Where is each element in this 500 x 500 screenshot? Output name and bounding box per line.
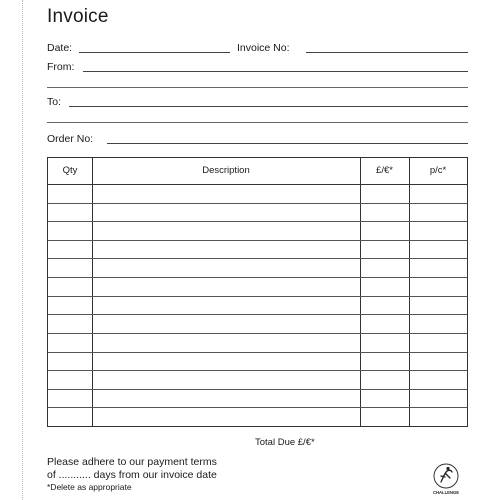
to-field-line-1[interactable] bbox=[69, 106, 468, 107]
table-row[interactable] bbox=[48, 389, 467, 390]
table-row[interactable] bbox=[48, 258, 467, 259]
date-label: Date: bbox=[47, 42, 73, 54]
payment-terms bbox=[47, 456, 217, 481]
column-divider bbox=[360, 158, 361, 426]
to-label: To: bbox=[47, 96, 62, 108]
column-header-qty: Qty bbox=[62, 165, 78, 176]
items-table bbox=[47, 157, 468, 427]
table-row[interactable] bbox=[48, 370, 467, 371]
to-field-line-2[interactable] bbox=[47, 122, 468, 123]
table-row[interactable] bbox=[48, 333, 467, 334]
total-due-label: Total Due £/€* bbox=[255, 437, 315, 448]
invoice-no-field[interactable] bbox=[306, 52, 468, 53]
table-row[interactable] bbox=[48, 407, 467, 408]
order-no-field[interactable] bbox=[107, 143, 468, 144]
payment-terms-line-2: of ........... days from our invoice date bbox=[47, 468, 217, 481]
table-row[interactable] bbox=[48, 352, 467, 353]
perforation-line bbox=[22, 0, 23, 500]
column-header-pounds-euros: £/€* bbox=[376, 165, 393, 176]
table-row[interactable] bbox=[48, 221, 467, 222]
invoice-no-label: Invoice No: bbox=[237, 42, 290, 54]
column-divider bbox=[409, 158, 410, 426]
from-field-line-2[interactable] bbox=[47, 87, 468, 88]
table-row[interactable] bbox=[48, 277, 467, 278]
page-title: Invoice bbox=[47, 6, 109, 27]
column-divider bbox=[92, 158, 93, 426]
table-row[interactable] bbox=[48, 184, 467, 185]
svg-text:CHALLENGE: CHALLENGE bbox=[432, 490, 460, 495]
table-row[interactable] bbox=[48, 240, 467, 241]
table-row[interactable] bbox=[48, 203, 467, 204]
column-header-pence-cents: p/c* bbox=[429, 165, 447, 176]
table-row[interactable] bbox=[48, 296, 467, 297]
from-field-line-1[interactable] bbox=[83, 71, 468, 72]
delete-note: *Delete as appropriate bbox=[47, 482, 132, 492]
payment-terms-line-1: Please adhere to our payment terms bbox=[47, 456, 217, 468]
table-row[interactable] bbox=[48, 314, 467, 315]
challenge-logo-icon bbox=[428, 460, 464, 496]
order-no-label: Order No: bbox=[47, 133, 94, 145]
date-field[interactable] bbox=[79, 52, 230, 53]
from-label: From: bbox=[47, 61, 75, 73]
column-header-description: Description bbox=[202, 165, 250, 176]
